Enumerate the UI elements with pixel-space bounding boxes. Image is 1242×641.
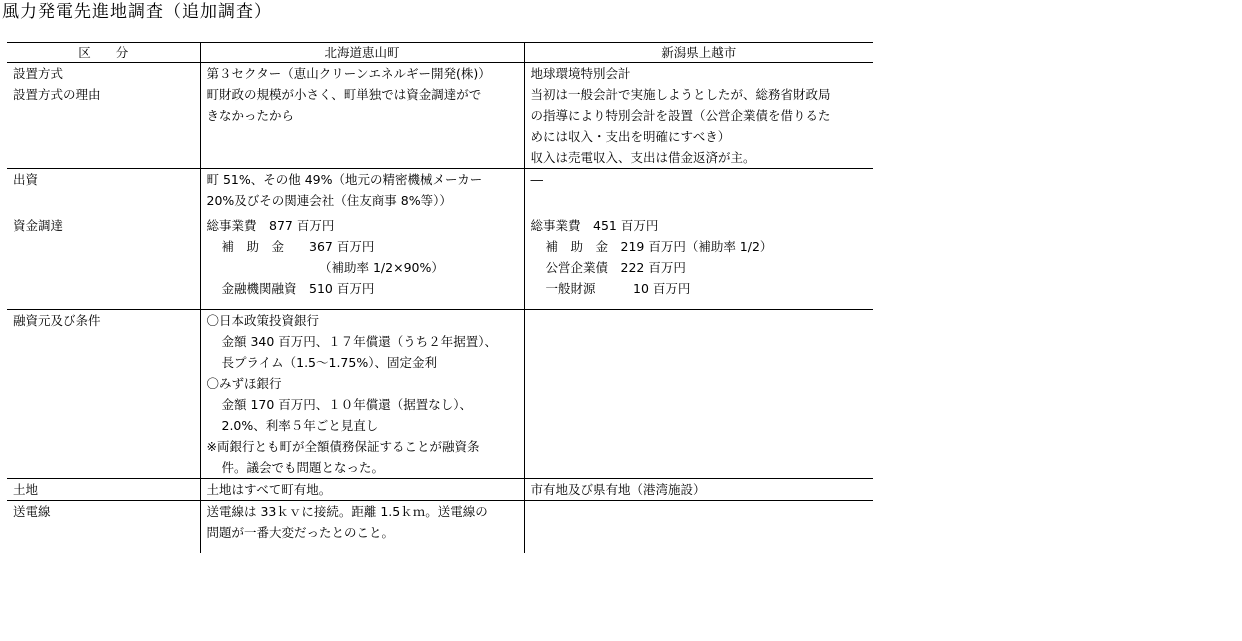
text-line: 金額 170 百万円、１０年償還（据置なし）、 [221,397,473,412]
esan-funding [200,211,524,310]
text-line: 町財政の規模が小さく、町単独では資金調達がで [206,87,482,102]
text-line: 件。議会でも問題となった。 [221,460,385,475]
text-line: 〇日本政策投資銀行 [206,313,320,328]
label-funding: 資金調達 [13,218,64,233]
text-line: 〇みずほ銀行 [206,376,282,391]
joetsu-land: 市有地及び県有地（港湾施設） [524,479,873,501]
header-category: 区 分 [7,43,200,63]
spacer [207,543,524,553]
row-loans [7,310,873,479]
joetsu-setup-reason [524,84,873,169]
label-investment: 出資 [7,169,200,212]
row-land [7,479,873,501]
text-line: 長プライム（1.5～1.75%）、固定金利 [221,355,437,370]
joetsu-transmission [524,501,873,554]
text-line: 補 助 金 219 百万円（補助率 1/2） [545,239,773,254]
label-transmission: 送電線 [7,501,200,554]
survey-table [7,42,873,553]
label-loans: 融資元及び条件 [7,310,200,479]
label-land: 土地 [7,479,200,501]
text-line: きなかったから [206,108,295,123]
table-header-row [7,43,873,63]
text-line: 金額 340 百万円、１７年償還（うち２年据置）、 [221,334,498,349]
text-line: の指導により特別会計を設置（公営企業債を借りるた [530,108,831,123]
joetsu-loans [524,310,873,479]
label-setup-reason: 設置方式の理由 [13,87,101,102]
text-line: 補 助 金 367 百万円 [221,239,375,254]
text-line: （補助率 1/2×90%） [319,260,444,275]
text-line: 総事業費 451 百万円 [530,218,659,233]
text-line: 総事業費 877 百万円 [206,218,335,233]
joetsu-setup-method: 地球環境特別会計 [524,63,873,85]
text-line: 公営企業債 222 百万円 [545,260,686,275]
text-line: 送電線は 33ｋｖに接続。距離 1.5ｋｍ。送電線の [206,504,488,519]
row-setup-method [7,63,873,85]
text-line: 収入は売電収入、支出は借金返済が主。 [530,150,756,165]
row-funding [7,211,873,310]
text-line: 問題が一番大変だったとのこと。 [206,525,395,540]
text-line: 町 51%、その他 49%（地元の精密機械メーカー [206,172,483,187]
esan-setup-method: 第３セクター（恵山クリーンエネルギー開発(株)） [200,63,524,85]
text-line: 当初は一般会計で実施しようとしたが、総務省財政局 [530,87,831,102]
text-line: 20%及びその関連会社（住友商事 8%等）） [206,193,452,208]
header-joetsu: 新潟県上越市 [524,43,873,63]
text-line: 金融機関融資 510 百万円 [221,281,375,296]
text-line: 一般財源 10 百万円 [545,281,691,296]
header-esan: 北海道恵山町 [200,43,524,63]
document-title: 風力発電先進地調査（追加調査） [2,2,272,22]
row-transmission [7,501,873,554]
esan-land: 土地はすべて町有地。 [200,479,524,501]
spacer [207,299,524,309]
text-line: 2.0%、利率５年ごと見直し [221,418,379,433]
esan-investment [200,169,524,212]
esan-transmission [200,501,524,554]
text-line: ※両銀行とも町が全額債務保証することが融資条 [206,439,480,454]
esan-loans [200,310,524,479]
text-line: めには収入・支出を明確にすべき） [530,129,731,144]
row-investment [7,169,873,212]
joetsu-funding [524,211,873,310]
esan-setup-reason [200,84,524,169]
row-setup-reason [7,84,873,169]
label-setup-method: 設置方式 [13,66,64,81]
joetsu-investment: ― [524,169,873,212]
